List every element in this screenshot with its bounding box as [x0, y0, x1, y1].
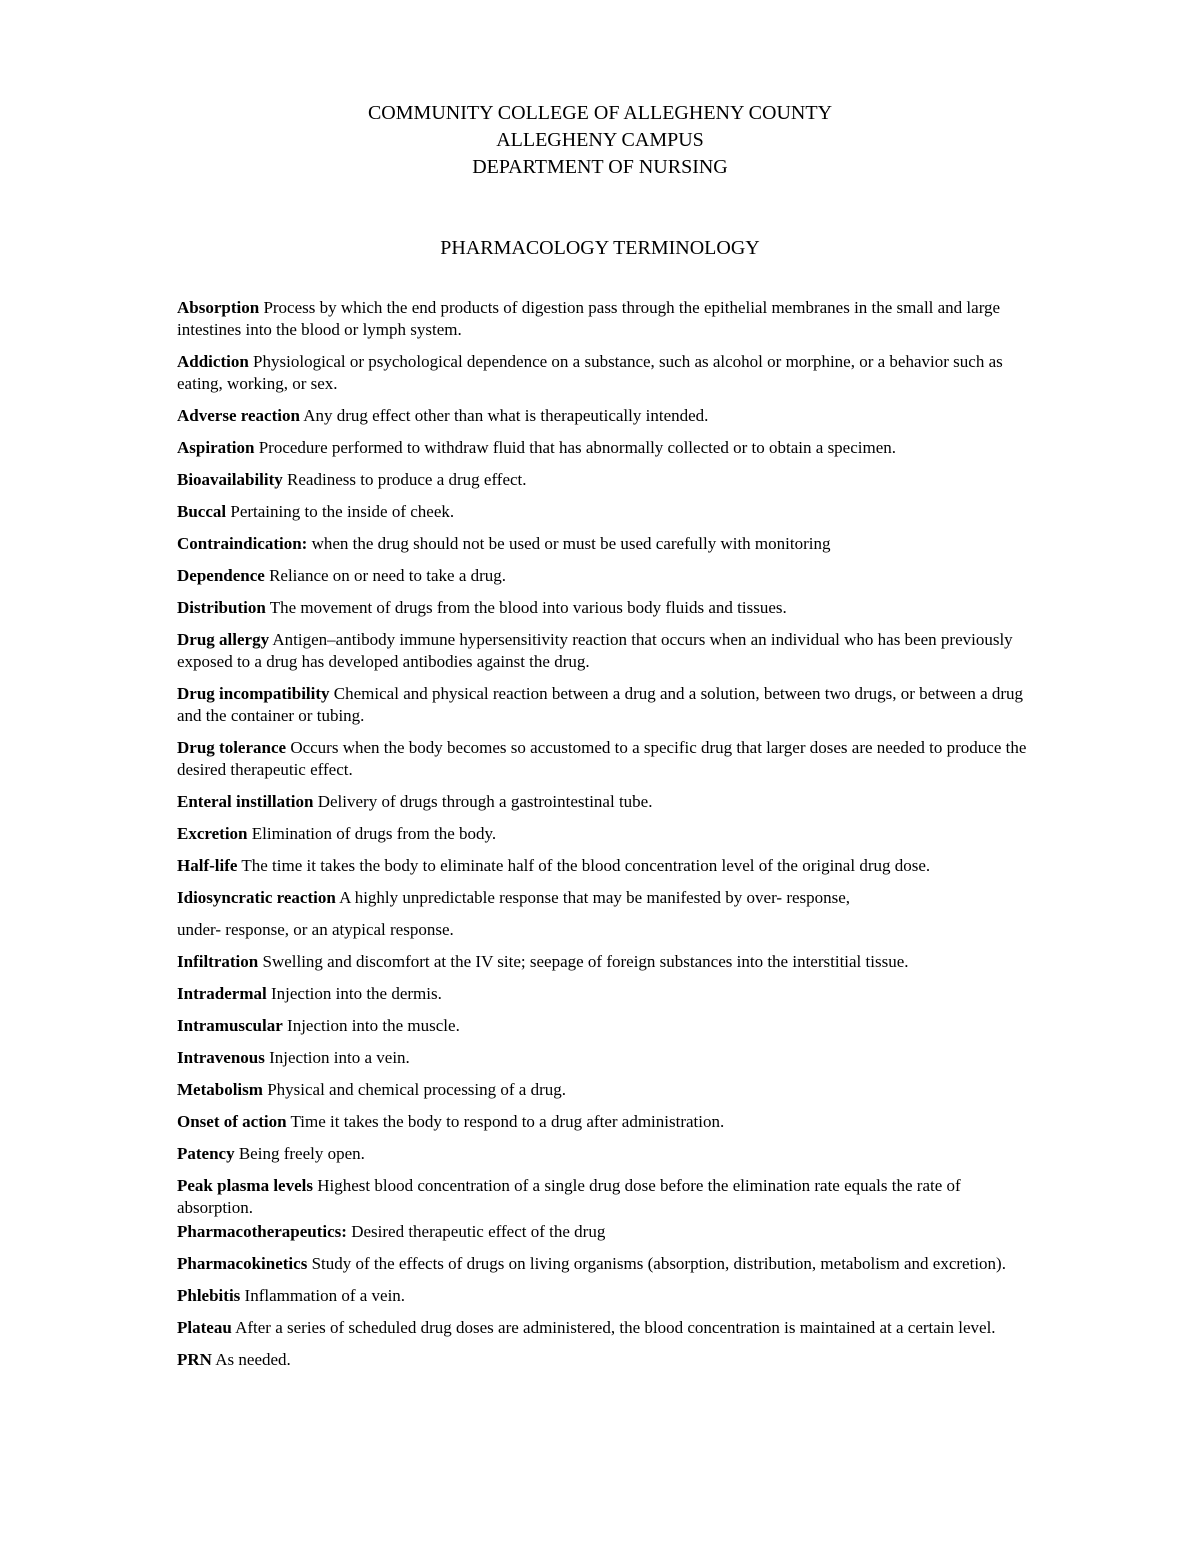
term-entry: [177, 1015, 1037, 1037]
term-name: Drug tolerance: [177, 738, 287, 757]
term-name: Dependence: [177, 566, 265, 585]
term-definition: Pertaining to the inside of cheek.: [226, 502, 455, 521]
term-entry: [177, 351, 1037, 395]
term-definition: Readiness to produce a drug effect.: [282, 470, 527, 489]
term-entry: [177, 1221, 1037, 1243]
term-name: Contraindication:: [177, 534, 308, 553]
term-name: Intradermal: [177, 984, 267, 1003]
term-definition: Study of the effects of drugs on living organisms (absorption, distribution, metabolism and excretion).: [307, 1254, 1006, 1273]
term-definition: Desired therapeutic effect of the drug: [346, 1222, 606, 1241]
term-entry: [177, 629, 1037, 673]
term-name: Plateau: [177, 1318, 232, 1337]
term-definition: Physiological or psychological dependence on a substance, such as alcohol or morphine, or a behavior such as eating, working, or sex.: [177, 352, 1003, 393]
term-entry: [177, 597, 1037, 619]
term-entry: [177, 437, 1037, 459]
term-definition: under- response, or an atypical response.: [177, 920, 454, 939]
term-name: Onset of action: [177, 1112, 287, 1131]
term-name: Absorption: [177, 298, 260, 317]
term-name: Idiosyncratic reaction: [177, 888, 336, 907]
term-entry-continuation: [177, 919, 1037, 941]
term-name: Pharmacokinetics: [177, 1254, 308, 1273]
term-definition: Antigen–antibody immune hypersensitivity reaction that occurs when an individual who has been previously exposed to a drug has developed antibodies against the drug.: [177, 630, 1013, 671]
term-name: Half-life: [177, 856, 238, 875]
term-definition: The time it takes the body to eliminate half of the blood concentration level of the original drug dose.: [237, 856, 931, 875]
term-name: Buccal: [177, 502, 227, 521]
term-definition: Process by which the end products of digestion pass through the epithelial membranes in the small and large intestines into the blood or lymph system.: [177, 298, 1001, 339]
term-definition: Delivery of drugs through a gastrointestinal tube.: [313, 792, 653, 811]
term-name: Phlebitis: [177, 1286, 241, 1305]
term-definition: After a series of scheduled drug doses are administered, the blood concentration is maintained at a certain level.: [231, 1318, 996, 1337]
term-definition: Swelling and discomfort at the IV site; seepage of foreign substances into the interstitial tissue.: [258, 952, 909, 971]
term-name: Enteral instillation: [177, 792, 314, 811]
term-entry: [177, 1047, 1037, 1069]
term-definition: Injection into a vein.: [264, 1048, 410, 1067]
term-name: Peak plasma levels: [177, 1176, 313, 1195]
term-definition: Occurs when the body becomes so accustomed to a specific drug that larger doses are needed to produce the desired therapeutic effect.: [177, 738, 1027, 779]
term-definition: Being freely open.: [234, 1144, 365, 1163]
term-name: Bioavailability: [177, 470, 283, 489]
term-definition: Reliance on or need to take a drug.: [264, 566, 507, 585]
term-name: Addiction: [177, 352, 249, 371]
term-entry: [177, 737, 1037, 781]
term-entry: [177, 683, 1037, 727]
term-name: Infiltration: [177, 952, 259, 971]
term-entry: [177, 983, 1037, 1005]
term-definition: Procedure performed to withdraw fluid that has abnormally collected or to obtain a specimen.: [254, 438, 897, 457]
term-name: Aspiration: [177, 438, 255, 457]
term-entry: [177, 469, 1037, 491]
term-entry: [177, 501, 1037, 523]
term-definition: when the drug should not be used or must be used carefully with monitoring: [307, 534, 831, 553]
term-entry: [177, 1253, 1037, 1275]
term-name: Excretion: [177, 824, 248, 843]
terminology-list: [177, 297, 1037, 1381]
term-name: Intravenous: [177, 1048, 265, 1067]
term-name: Metabolism: [177, 1080, 263, 1099]
term-definition: Inflammation of a vein.: [240, 1286, 406, 1305]
term-name: Drug incompatibility: [177, 684, 330, 703]
term-definition: Elimination of drugs from the body.: [247, 824, 497, 843]
term-definition: Injection into the dermis.: [266, 984, 442, 1003]
term-entry: [177, 1143, 1037, 1165]
term-entry: [177, 855, 1037, 877]
page-title: PHARMACOLOGY TERMINOLOGY: [440, 237, 760, 259]
term-entry: [177, 405, 1037, 427]
term-entry: [177, 1111, 1037, 1133]
term-entry: [177, 791, 1037, 813]
term-definition: Physical and chemical processing of a drug.: [262, 1080, 567, 1099]
term-name: Patency: [177, 1144, 235, 1163]
term-definition: Any drug effect other than what is therapeutically intended.: [299, 406, 709, 425]
term-name: Pharmacotherapeutics:: [177, 1222, 347, 1241]
term-entry: [177, 1079, 1037, 1101]
term-name: Distribution: [177, 598, 266, 617]
term-entry: [177, 823, 1037, 845]
term-definition: Time it takes the body to respond to a drug after administration.: [286, 1112, 725, 1131]
term-entry: [177, 297, 1037, 341]
term-definition: As needed.: [211, 1350, 291, 1369]
term-name: PRN: [177, 1350, 212, 1369]
term-definition: Highest blood concentration of a single drug dose before the elimination rate equals the rate of absorption.: [177, 1176, 961, 1217]
term-definition: The movement of drugs from the blood into various body fluids and tissues.: [265, 598, 787, 617]
term-entry: [177, 533, 1037, 555]
document-header: [0, 100, 1200, 181]
term-entry: [177, 565, 1037, 587]
term-entry: [177, 1317, 1037, 1339]
term-name: Adverse reaction: [177, 406, 300, 425]
term-entry: [177, 1285, 1037, 1307]
term-name: Intramuscular: [177, 1016, 283, 1035]
term-entry: [177, 951, 1037, 973]
term-name: Drug allergy: [177, 630, 270, 649]
college-name: COMMUNITY COLLEGE OF ALLEGHENY COUNTY: [367, 102, 833, 124]
department-name: DEPARTMENT OF NURSING: [472, 156, 728, 178]
term-entry: [177, 887, 1037, 909]
campus-name: ALLEGHENY CAMPUS: [496, 129, 704, 151]
term-entry: [177, 1349, 1037, 1371]
term-entry: [177, 1175, 1037, 1219]
term-definition: Chemical and physical reaction between a drug and a solution, between two drugs, or between a drug and the container or tubing.: [177, 684, 1024, 725]
term-definition: Injection into the muscle.: [282, 1016, 460, 1035]
term-definition: A highly unpredictable response that may be manifested by over- response,: [335, 888, 851, 907]
